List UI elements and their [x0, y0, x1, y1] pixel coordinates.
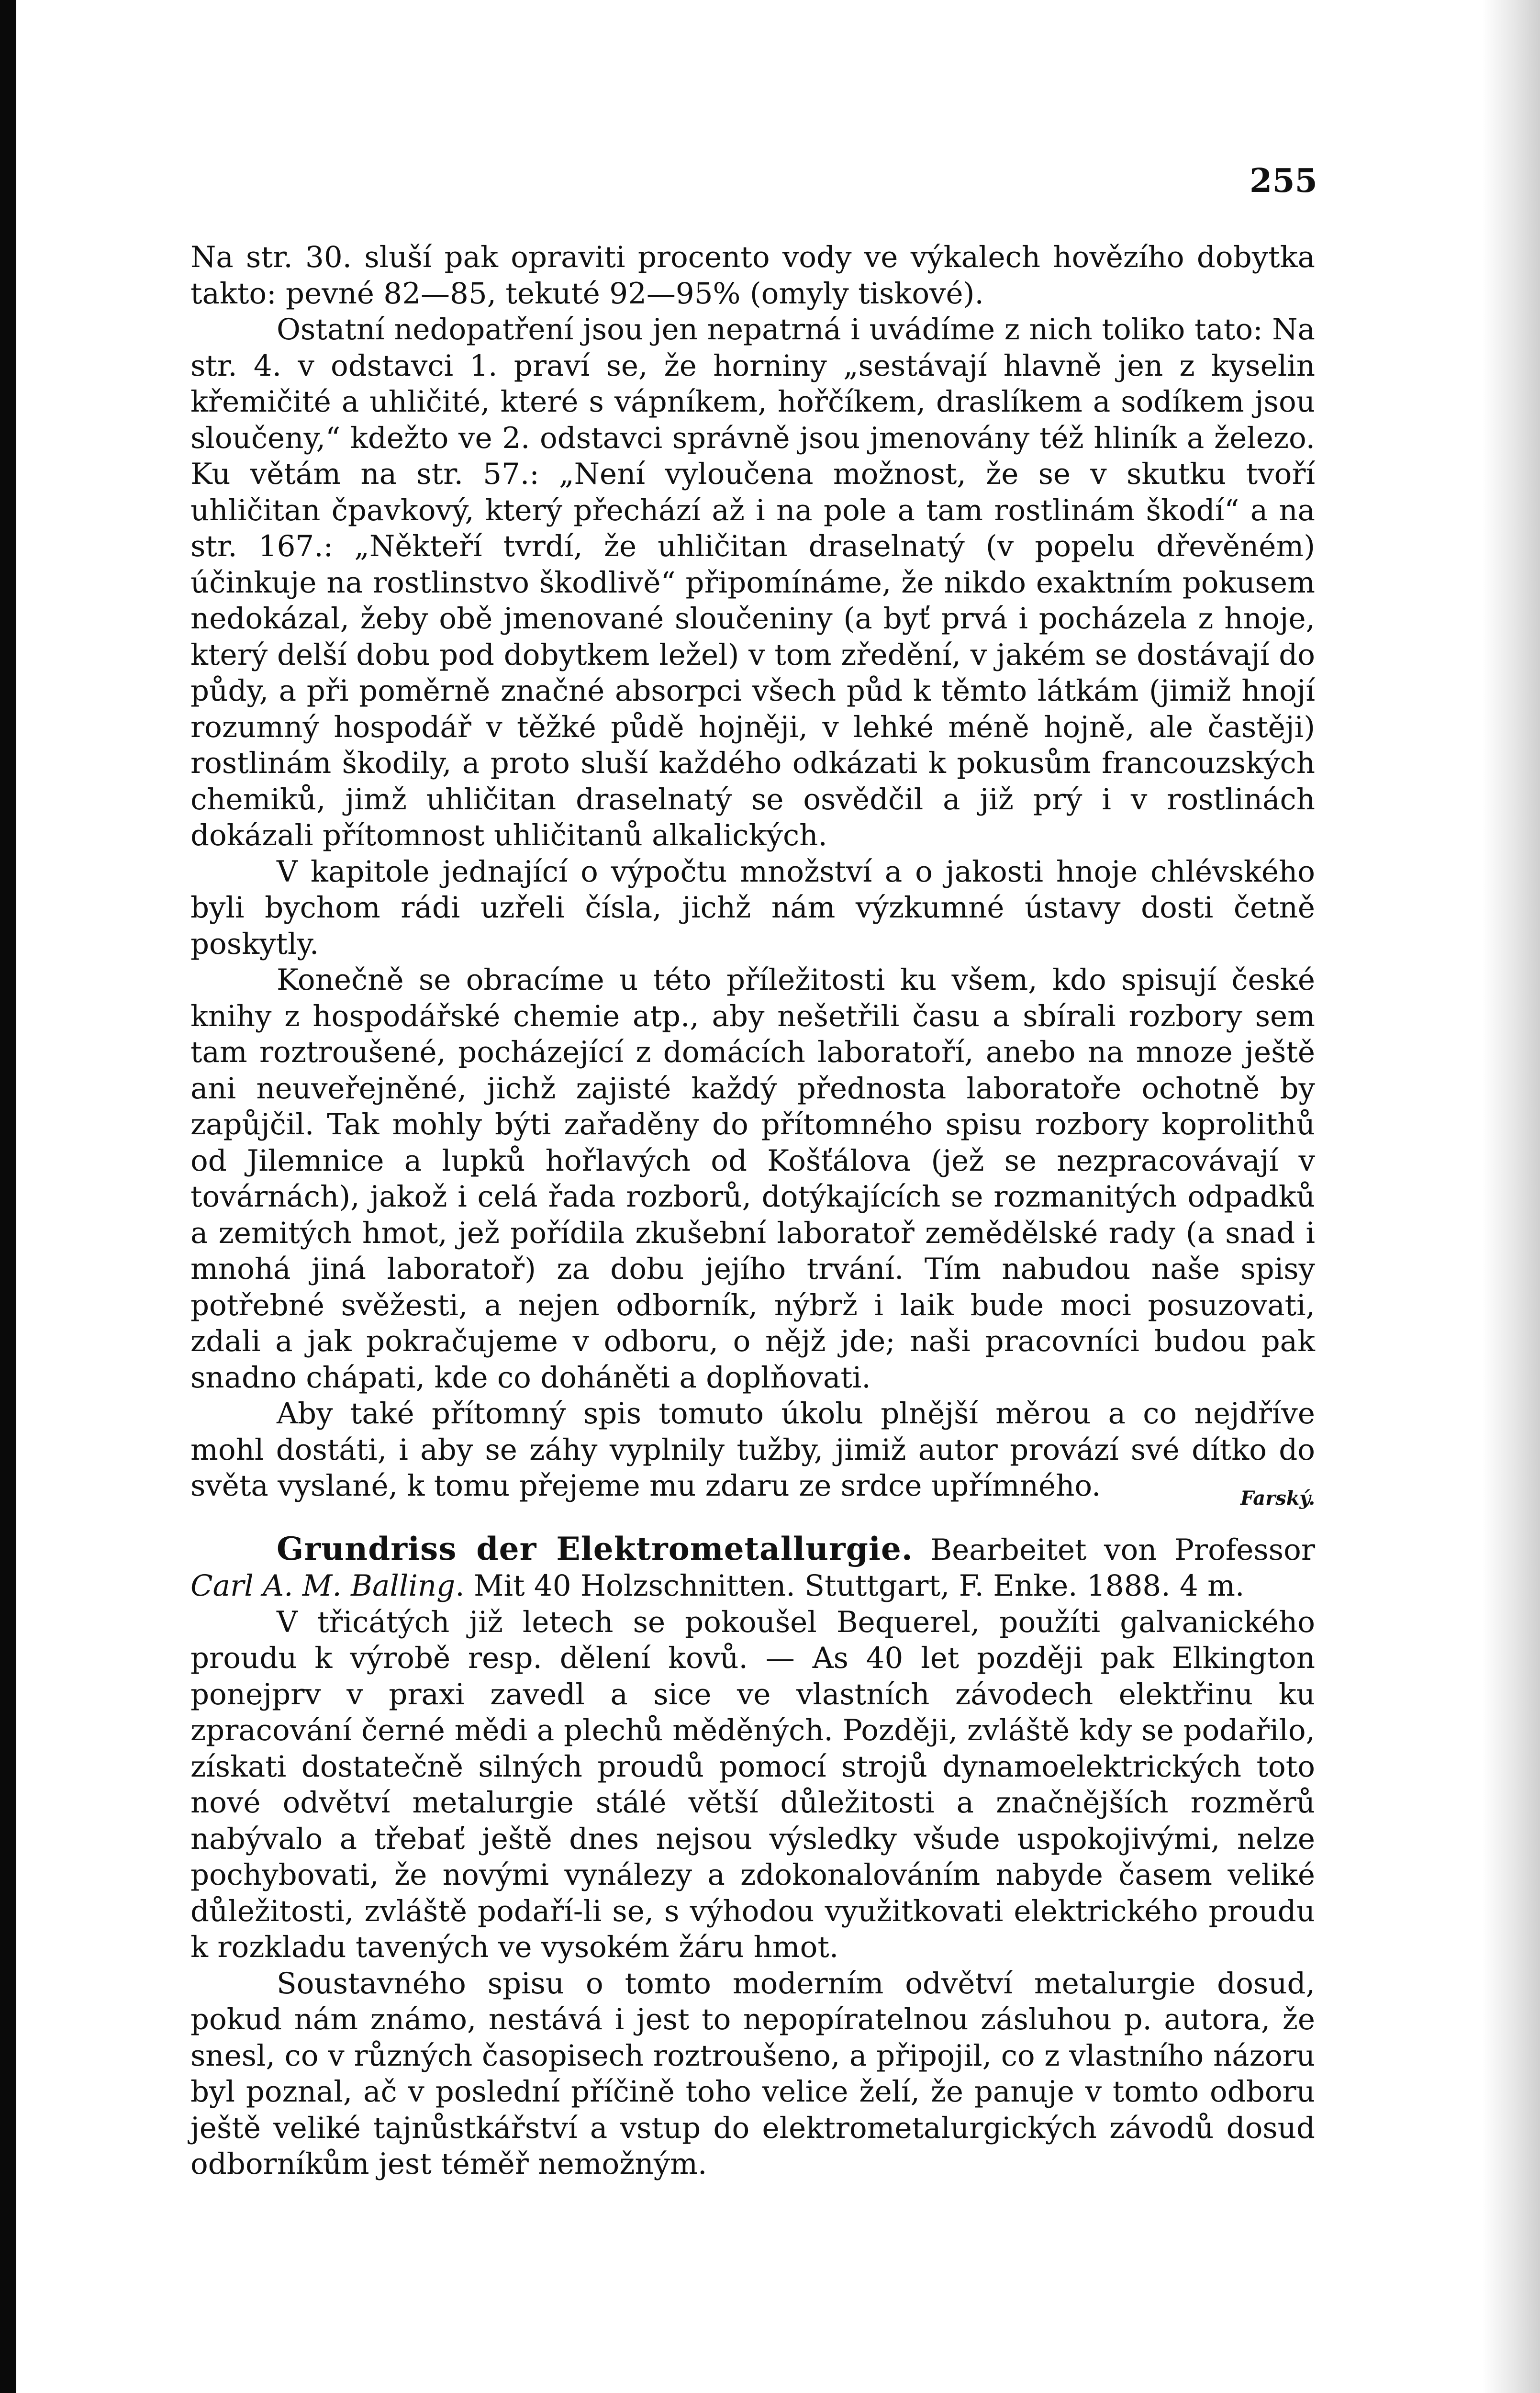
book-details: . Mit 40 Holzschnitten. Stuttgart, F. Enke. 1888. 4 m. [455, 1569, 1245, 1603]
review1-paragraph-2: Ostatní nedopatření jsou jen nepatrná i uvádíme z nich toliko tato: Na str. 4. v odstavci 1. praví se, že horniny „sestávají hlavně jen z kyselin křemičité a uhličité, které s vápníkem, hořčíkem, draslíkem a sodíkem jsou sloučeny,“ kdežto ve 2. odstavci správně jsou jmenovány též hliník a železo. Ku větám na str. 57.: „Není vyloučena možnost, že se v skutku tvoří uhličitan čpavkový, který přechází až i na pole a tam rostlinám škodí“ a na str. 167.: „Někteří tvrdí, že uhličitan draselnatý (v popelu dřevěném) účinkuje na rostlinstvo škodlivě“ připomínáme, že nikdo exaktním pokusem nedokázal, žeby obě jmenované sloučeniny (a byť prvá i pocházela z hnoje, který delší dobu pod dobytkem ležel) v tom zředění, v jakém se dostávají do půdy, a při poměrně značné absorpci všech půd k těmto látkám (jimiž hnojí rozumný hospodář v těžké půdě hojněji, v lehké méně hojně, ale častěji) rostlinám škodily, a proto sluší každého odkázati k pokusům francouzských chemiků, jimž uhličitan draselnatý se osvědčil a již prý i v rostlinách dokázali přítomnost uhličitanů alkalických. [190, 313, 1315, 852]
review2-paragraph-2: Soustavného spisu o tomto moderním odvětví metalurgie dosud, pokud nám známo, nestává i jest to nepopíratelnou zásluhou p. autora, že snesl, co v různých časopisech roztroušeno, a připojil, co z vlastního názoru byl poznal, ač v poslední příčině toho velice želí, že panuje v tomto odboru ještě veliké tajnůstkářství a vstup do elektrometalurgických závodů dosud odborníkům jest téměř nemožným. [190, 1966, 1315, 2181]
page-body [190, 239, 1315, 2182]
review2-paragraph-1: V třicátých již letech se pokoušel Bequerel, použíti galvanického proudu k výrobě resp. dělení kovů. — As 40 let později pak Elkington ponejprv v praxi zavedl a sice ve vlastních závodech elektřinu ku zpracování černé mědi a plechů měděných. Později, zvláště kdy se podařilo, získati dostatečně silných proudů pomocí strojů dynamoelektrických toto nové odvětví metalurgie stálé větší důležitosti a značnějších rozměrů nabývalo a třebať ještě dnes nejsou výsledky všude uspokojivými, nelze pochybovati, že novými vynálezy a zdokonalováním nabyde časem veliké důležitosti, zvláště podaří-li se, s výhodou využitkovati elektrického proudu k rozkladu tavených ve vysokém žáru hmot. [190, 1605, 1315, 1964]
book-author: Carl A. M. Balling [190, 1569, 456, 1603]
review2-heading [190, 1531, 1315, 1604]
book-title: Grundriss der Elektrometallurgie. [277, 1530, 913, 1567]
review1-paragraph-4: Konečně se obracíme u této příležitosti ku všem, kdo spisují české knihy z hospodářské chemie atp., aby nešetřili času a sbírali rozbory sem tam roztroušené, pocházející z domácích laboratoří, anebo na mnoze ještě ani neuveřejněné, jichž zajisté každý přednosta laboratoře ochotně by zapůjčil. Tak mohly býti zařaděny do přítomného spisu rozbory koprolithů od Jilemnice a lupků hořlavých od Košťálova (jež se nezpracovávají v továrnách), jakož i celá řada rozborů, dotýkajících se rozmanitých odpadků a zemitých hmot, jež pořídila zkušební laboratoř zemědělské rady (a snad i mnohá jiná laboratoř) za dobu jejího trvání. Tím nabudou naše spisy potřebné svěžesti, a nejen odborník, nýbrž i laik bude moci posuzovati, zdali a jak pokračujeme v odboru, o nějž jde; naši pracovníci budou pak snadno chápati, kde co doháněti a doplňovati. [190, 963, 1315, 1395]
review1-paragraph-3: V kapitole jednající o výpočtu množství a o jakosti hnoje chlévského byli bychom rádi uzřeli čísla, jichž nám výzkumné ústavy dosti četně poskytly. [190, 854, 1315, 961]
scan-right-edge [1483, 0, 1540, 2393]
review1-paragraph-5-text: Aby také přítomný spis tomuto úkolu plnější měrou a co nejdříve mohl dostáti, i aby se záhy vyplnily tužby, jimiž autor provází své dítko do světa vyslané, k tomu přejeme mu zdaru ze srdce upřímného. [190, 1397, 1315, 1503]
scan-left-edge [0, 0, 16, 2393]
review1-paragraph-1: Na str. 30. sluší pak opraviti procento vody ve výkalech hovězího dobytka takto: pevné 82—85, tekuté 92—95% (omyly tiskové). [190, 240, 1315, 311]
book-intro: Bearbeitet von Professor [913, 1532, 1315, 1567]
reviewer-signature: Farský. [1240, 1487, 1315, 1510]
page-number: 255 [1250, 162, 1317, 200]
review1-paragraph-5 [190, 1396, 1315, 1510]
